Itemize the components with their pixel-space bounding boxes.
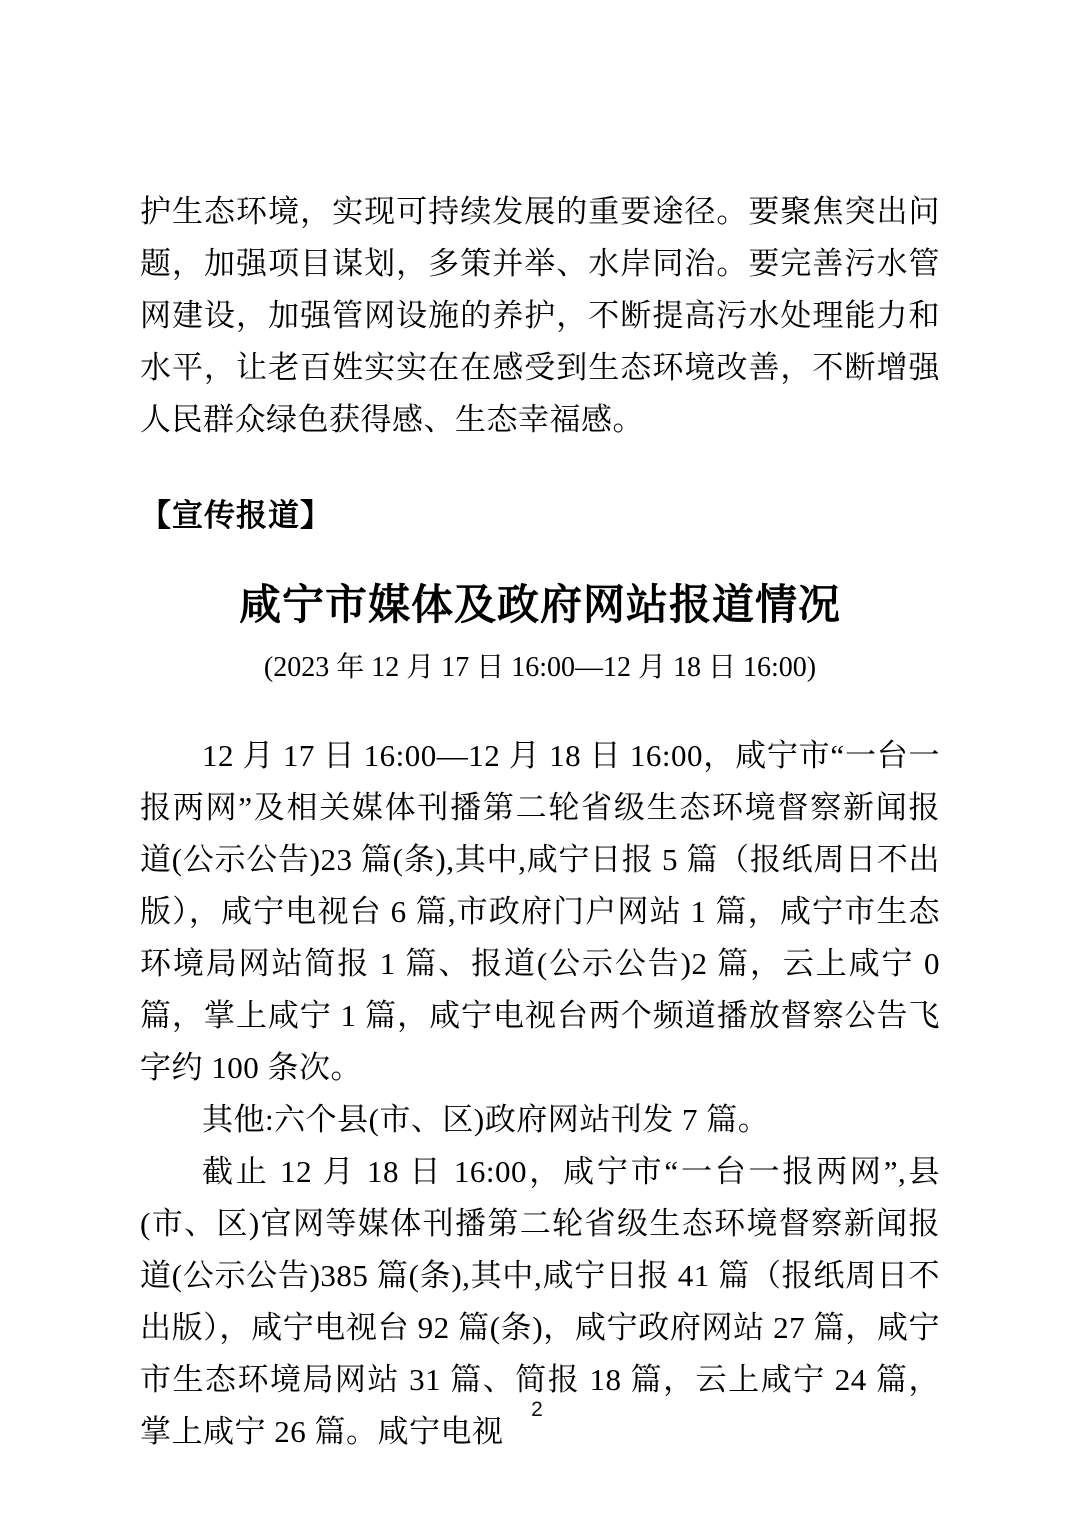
page-number: 2 [531, 1398, 543, 1421]
section-header: 【宣传报道】 [140, 498, 332, 533]
document-content [140, 186, 940, 1458]
article-paragraph-2: 其他:六个县(市、区)政府网站刊发 7 篇。 [202, 1102, 770, 1137]
article-paragraph-1: 12 月 17 日 16:00—12 月 18 日 16:00，咸宁市“一台一报两网”及相关媒体刊播第二轮省级生态环境督察新闻报道(公示公告)23 篇(条),其中,咸宁日报 5 篇（报纸周日不出版），咸宁电视台 6 篇,市政府门户网站 1 篇，咸宁市生态环境局网站简报 1 篇、报道(公示公告)2 篇，云上咸宁 0 篇，掌上咸宁 1 篇，咸宁电视台两个频道播放督察公告飞字约 100 条次。 [140, 738, 940, 1085]
article-title: 咸宁市媒体及政府网站报道情况 [238, 583, 841, 629]
article-subtitle: (2023 年 12 月 17 日 16:00—12 月 18 日 16:00) [263, 652, 817, 683]
intro-paragraph: 护生态环境，实现可持续发展的重要途径。要聚焦突出问题，加强项目谋划，多策并举、水岸同治。要完善污水管网建设，加强管网设施的养护，不断提高污水处理能力和水平，让老百姓实实在在感受到生态环境改善，不断增强人民群众绿色获得感、生态幸福感。 [140, 194, 940, 437]
article-paragraph-3: 截止 12 月 18 日 16:00，咸宁市“一台一报两网”,县(市、区)官网等媒体刊播第二轮省级生态环境督察新闻报道(公示公告)385 篇(条),其中,咸宁日报 41 篇（报纸周日不出版），咸宁电视台 92 篇(条)，咸宁政府网站 27 篇，咸宁市生态环境局网站 31 篇、简报 18 篇，云上咸宁 24 篇，掌上咸宁 26 篇。咸宁电视 [140, 1154, 940, 1449]
